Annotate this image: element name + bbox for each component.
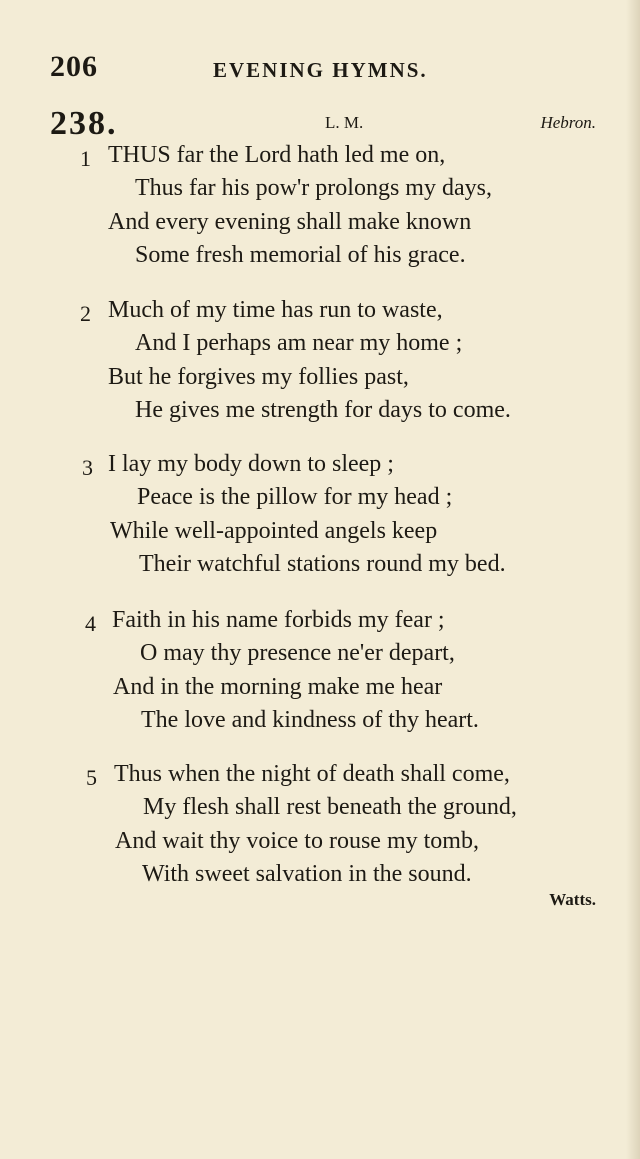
verse-line: And every evening shall make known bbox=[108, 209, 472, 235]
verse-line: The love and kindness of thy heart. bbox=[141, 707, 479, 733]
page-edge-shadow bbox=[626, 0, 640, 1159]
verse-line: Thus when the night of death shall come, bbox=[114, 761, 510, 787]
hymn-author: Watts. bbox=[549, 890, 596, 909]
page-number: 206 bbox=[50, 50, 98, 83]
hymn-heading bbox=[50, 105, 596, 145]
verse-line: My flesh shall rest beneath the ground, bbox=[143, 794, 517, 820]
verse-line: I lay my body down to sleep ; bbox=[108, 451, 394, 477]
verse-line: Their watchful stations round my bed. bbox=[139, 551, 506, 577]
verse-line: Thus far his pow'r prolongs my days, bbox=[135, 175, 492, 201]
verse-line: THUS far the Lord hath led me on, bbox=[108, 142, 446, 168]
verse-line: He gives me strength for days to come. bbox=[135, 397, 511, 423]
verse-line: O may thy presence ne'er depart, bbox=[140, 640, 455, 666]
hymn-tune: Hebron. bbox=[540, 113, 596, 132]
verse-line: And wait thy voice to rouse my tomb, bbox=[115, 828, 479, 854]
verse-line: But he forgives my follies past, bbox=[108, 364, 409, 390]
verse-line: Some fresh memorial of his grace. bbox=[135, 242, 466, 268]
stanza-number: 5 bbox=[86, 765, 97, 790]
hymn-meter: L. M. bbox=[325, 113, 364, 132]
verse-line: Peace is the pillow for my head ; bbox=[137, 484, 453, 510]
stanza-number: 2 bbox=[80, 301, 91, 326]
hymn-number: 238. bbox=[50, 105, 118, 142]
stanza-number: 1 bbox=[80, 146, 91, 171]
verse-line: And I perhaps am near my home ; bbox=[135, 330, 463, 356]
page-header bbox=[50, 50, 596, 84]
verse-line: Much of my time has run to waste, bbox=[108, 297, 443, 323]
verse-line: Faith in his name forbids my fear ; bbox=[112, 607, 445, 633]
stanza-number: 3 bbox=[82, 455, 93, 480]
stanza-number: 4 bbox=[85, 611, 96, 636]
verse-line: While well-appointed angels keep bbox=[110, 518, 438, 544]
verse-line: And in the morning make me hear bbox=[113, 674, 443, 700]
verse-line: With sweet salvation in the sound. bbox=[142, 861, 472, 887]
running-title: EVENING HYMNS. bbox=[213, 58, 428, 82]
